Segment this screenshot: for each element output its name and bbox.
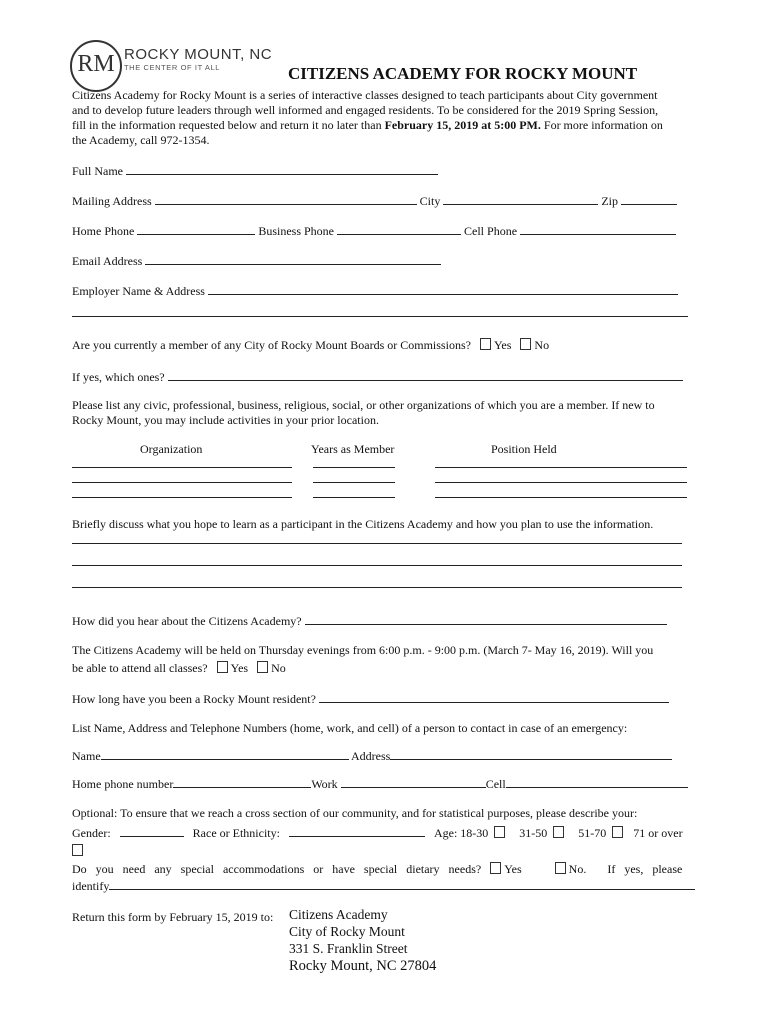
email-row <box>72 253 441 269</box>
return-line-2: City of Rocky Mount <box>289 924 405 939</box>
city-label: City <box>419 194 441 208</box>
gender-label: Gender: <box>72 826 111 840</box>
deadline: February 15, 2019 at 5:00 PM. <box>384 118 541 132</box>
intro-text: fill in the information requested below and return it no later than <box>72 118 385 132</box>
return-line-1: Citizens Academy <box>289 907 388 922</box>
phones-row <box>72 223 676 239</box>
boards-which-label: If yes, which ones? <box>72 370 165 384</box>
boards-no-label: No <box>534 338 550 352</box>
boards-question: Are you currently a member of any City of Rocky Mount Boards or Commissions? <box>72 338 471 352</box>
emergency-home-field[interactable] <box>173 776 311 788</box>
learn-prompt: Briefly discuss what you hope to learn as a participant in the Citizens Academy and how you plan to use the information. <box>72 517 654 531</box>
emergency-address-field[interactable] <box>390 748 672 760</box>
full-name-label: Full Name <box>72 164 123 178</box>
optional-row <box>72 825 683 841</box>
city-logo-mark: RM <box>70 40 122 92</box>
boards-which-row <box>72 369 683 385</box>
hear-field[interactable] <box>305 613 667 625</box>
emergency-work-field[interactable] <box>341 776 486 788</box>
resident-row <box>72 691 669 707</box>
age-18-30-checkbox[interactable] <box>494 826 505 838</box>
age-71-row <box>66 844 86 859</box>
hear-row <box>72 613 667 629</box>
logo-name: ROCKY MOUNT, NC <box>124 46 273 63</box>
hear-label: How did you hear about the Citizens Academy? <box>72 614 302 628</box>
accommodations-if-yes: If yes, please <box>607 862 683 876</box>
home-phone-label: Home Phone <box>72 224 135 238</box>
return-label: Return this form by February 15, 2019 to: <box>72 910 274 924</box>
emergency-name-row <box>72 748 672 764</box>
boards-which-field[interactable] <box>168 369 683 381</box>
col-position: Position Held <box>491 442 557 456</box>
emergency-home-label: Home phone number <box>72 777 174 791</box>
race-field[interactable] <box>289 825 425 837</box>
employer-field-line-2[interactable] <box>72 316 688 317</box>
race-label: Race or Ethnicity: <box>192 826 280 840</box>
intro-more: For more information on <box>540 118 663 132</box>
org-field[interactable] <box>72 497 292 498</box>
age-31-50-checkbox[interactable] <box>553 826 564 838</box>
return-line-3: 331 S. Franklin Street <box>289 941 408 956</box>
zip-label: Zip <box>601 194 619 208</box>
full-name-field[interactable] <box>126 163 438 175</box>
age-71-checkbox[interactable] <box>72 844 83 856</box>
accommodations-question: Do you need any special accommodations or have special dietary needs? <box>72 862 482 876</box>
business-phone-label: Business Phone <box>258 224 335 238</box>
emergency-name-field[interactable] <box>101 748 349 760</box>
orgs-prompt-1: Please list any civic, professional, business, religious, social, or other organizations of which you are a member. If new to <box>72 398 655 412</box>
employer-field[interactable] <box>208 283 678 295</box>
accommodations-no-checkbox[interactable] <box>555 862 566 874</box>
accommodations-no-label: No. <box>568 862 587 876</box>
optional-prompt: Optional: To ensure that we reach a cross section of our community, and for statistical purposes, please describe your: <box>72 806 638 820</box>
email-label: Email Address <box>72 254 143 268</box>
boards-no-checkbox[interactable] <box>520 338 531 350</box>
emergency-address-label: Address <box>351 749 391 763</box>
cell-phone-label: Cell Phone <box>464 224 518 238</box>
years-field[interactable] <box>313 482 395 483</box>
attend-question: be able to attend all classes? <box>72 661 208 675</box>
learn-field-line[interactable] <box>72 543 682 544</box>
position-field[interactable] <box>435 482 687 483</box>
intro-line-1: Citizens Academy for Rocky Mount is a series of interactive classes designed to teach participants about City government <box>72 88 658 102</box>
intro-line-3 <box>72 118 663 133</box>
years-field[interactable] <box>313 467 395 468</box>
identify-row <box>72 878 695 894</box>
attend-no-label: No <box>271 661 286 675</box>
col-organization: Organization <box>140 442 203 456</box>
mailing-label: Mailing Address <box>72 194 152 208</box>
accommodations-yes-label: Yes <box>504 862 522 876</box>
learn-field-line[interactable] <box>72 565 682 566</box>
age-71-label: 71 or over <box>633 826 683 840</box>
position-field[interactable] <box>435 497 687 498</box>
emergency-phone-row <box>72 776 688 792</box>
emergency-prompt: List Name, Address and Telephone Numbers (home, work, and cell) of a person to contact in case of an emergency: <box>72 721 628 735</box>
intro-line-2: and to develop future leaders through well informed and engaged residents. To be considered for the 2019 Spring Session, <box>72 103 659 117</box>
full-name-row <box>72 163 438 179</box>
zip-field[interactable] <box>621 193 677 205</box>
identify-label: identify <box>72 879 110 893</box>
attend-line-2 <box>72 661 286 676</box>
years-field[interactable] <box>313 497 395 498</box>
orgs-prompt-2: Rocky Mount, you may include activities in your prior location. <box>72 413 379 427</box>
email-field[interactable] <box>145 253 441 265</box>
attend-yes-label: Yes <box>230 661 249 675</box>
position-field[interactable] <box>435 467 687 468</box>
identify-field[interactable] <box>109 878 695 890</box>
boards-row <box>72 338 549 353</box>
business-phone-field[interactable] <box>337 223 461 235</box>
logo-tagline: THE CENTER OF IT ALL <box>124 63 221 72</box>
city-field[interactable] <box>443 193 598 205</box>
mailing-row <box>72 193 677 209</box>
learn-field-line[interactable] <box>72 587 682 588</box>
accommodations-row <box>72 862 682 877</box>
employer-row <box>72 283 678 299</box>
cell-phone-field[interactable] <box>520 223 676 235</box>
col-years: Years as Member <box>311 442 395 456</box>
age-51-70-checkbox[interactable] <box>612 826 623 838</box>
accommodations-yes-checkbox[interactable] <box>490 862 501 874</box>
resident-field[interactable] <box>319 691 669 703</box>
mailing-address-field[interactable] <box>155 193 417 205</box>
age-18-30-label: Age: 18-30 <box>433 826 489 840</box>
attend-no-checkbox[interactable] <box>257 661 268 673</box>
employer-label: Employer Name & Address <box>72 284 205 298</box>
page-title: CITIZENS ACADEMY FOR ROCKY MOUNT <box>288 64 638 83</box>
emergency-name-label: Name <box>72 749 101 763</box>
boards-yes-checkbox[interactable] <box>480 338 491 350</box>
emergency-work-label: Work <box>311 777 338 791</box>
intro-line-4: the Academy, call 972-1354. <box>72 133 210 147</box>
age-31-50-label: 31-50 <box>519 826 548 840</box>
org-field[interactable] <box>72 467 292 468</box>
org-field[interactable] <box>72 482 292 483</box>
return-line-4: Rocky Mount, NC 27804 <box>289 958 437 974</box>
emergency-cell-label: Cell <box>485 777 506 791</box>
age-51-70-label: 51-70 <box>578 826 607 840</box>
attend-line-1: The Citizens Academy will be held on Thursday evenings from 6:00 p.m. - 9:00 p.m. (March 7- May 16, 2019). Will you <box>72 643 654 657</box>
emergency-cell-field[interactable] <box>506 776 688 788</box>
attend-yes-checkbox[interactable] <box>217 661 228 673</box>
home-phone-field[interactable] <box>137 223 255 235</box>
gender-field[interactable] <box>120 825 184 837</box>
resident-label: How long have you been a Rocky Mount resident? <box>72 692 316 706</box>
boards-yes-label: Yes <box>493 338 512 352</box>
